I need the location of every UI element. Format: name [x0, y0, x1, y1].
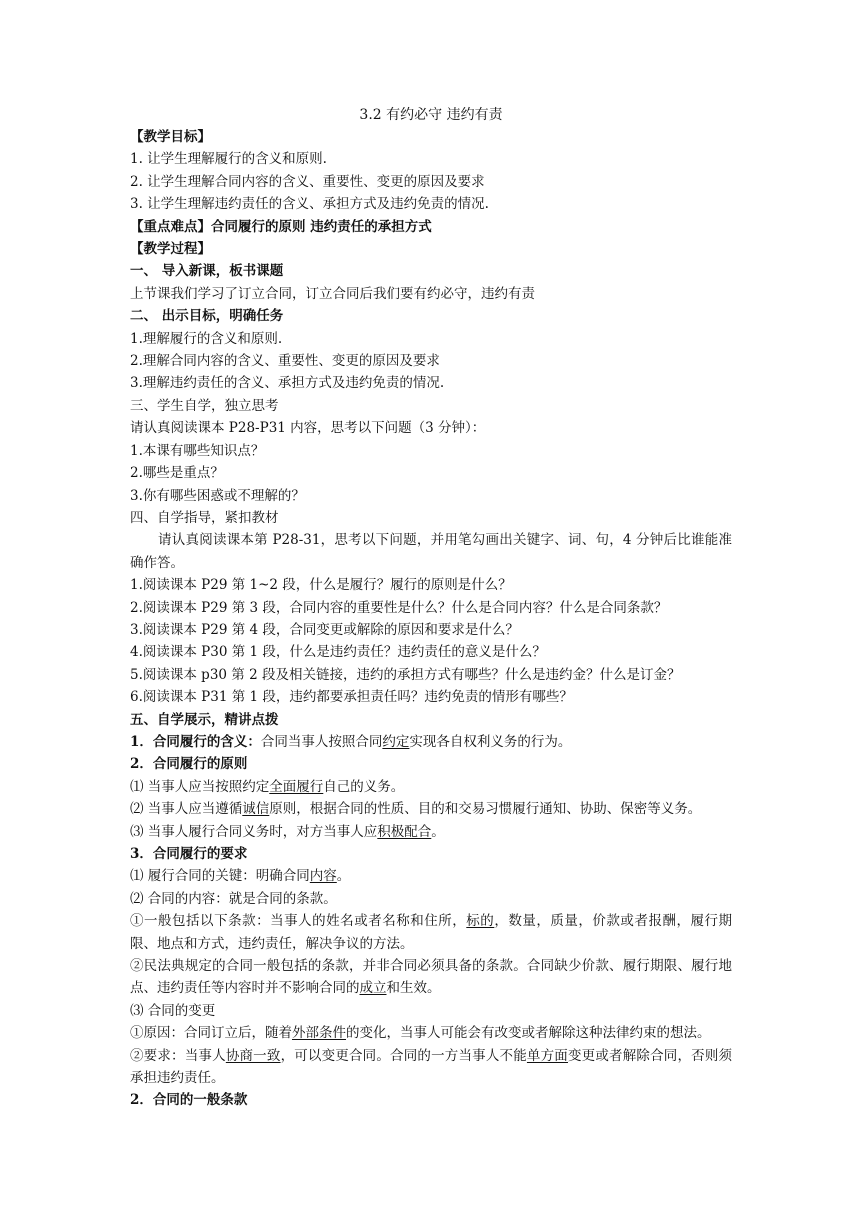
text-segment: 合同当事人按照合同: [260, 733, 383, 750]
text-segment: 四、自学指导，紧扣教材: [130, 509, 279, 526]
text-line: [130, 1022, 732, 1044]
text-line: [130, 955, 732, 1000]
document-page: [130, 104, 732, 1112]
text-line: [130, 350, 732, 372]
text-segment: 1. 让学生理解履行的含义和原则.: [130, 151, 327, 168]
text-segment: ，数量，质量，价款或者报酬，履行期限、地点和方式，违约责任，解决争议的方法。: [130, 913, 733, 952]
text-line: [130, 597, 732, 619]
text-segment: 2.哪些是重点？: [130, 465, 224, 482]
text-segment: 3．合同履行的要求: [130, 846, 248, 862]
text-line: [130, 417, 732, 439]
text-segment: 【重点难点】合同履行的原则 违约责任的承担方式: [130, 218, 432, 235]
text-line: [130, 910, 732, 955]
section-heading: [130, 753, 732, 775]
text-line: [130, 619, 732, 641]
text-line: [130, 1000, 732, 1022]
text-line: [130, 731, 732, 753]
text-segment: ，可以变更合同。合同的一方当事人不能: [280, 1047, 527, 1064]
text-line: [130, 574, 732, 596]
section-heading: [130, 1089, 732, 1111]
underlined-keyword: 单方面: [526, 1047, 568, 1064]
text-segment: 1.本课有哪些知识点？: [130, 442, 265, 459]
text-segment: 1.理解履行的含义和原则.: [130, 330, 283, 347]
text-segment: 1.阅读课本 P29 第 1~2 段，什么是履行？履行的原则是什么？: [130, 577, 512, 594]
text-line: [130, 865, 732, 887]
text-line: [130, 888, 732, 910]
text-segment: ⑶ 合同的变更: [130, 1002, 216, 1019]
text-segment: 2．合同的一般条款: [130, 1092, 248, 1109]
text-segment: 2.理解合同内容的含义、重要性、变更的原因及要求: [130, 353, 440, 370]
underlined-keyword: 积极配合: [377, 823, 432, 840]
text-segment: 2. 让学生理解合同内容的含义、重要性、变更的原因及要求: [130, 173, 485, 190]
section-heading: [130, 843, 732, 865]
text-segment: ⑵ 当事人应当遵循: [130, 801, 243, 818]
text-segment: 上节课我们学习了订立合同，订立合同后我们要有约必守，违约有责: [130, 285, 535, 302]
text-line: [130, 283, 732, 305]
text-line: [130, 462, 732, 484]
underlined-keyword: 外部条件: [292, 1025, 346, 1042]
text-segment: 请认真阅读课本 P28-P31 内容，思考以下问题（3 分钟）：: [130, 420, 486, 437]
text-line: [130, 148, 732, 170]
text-line: [130, 1045, 732, 1090]
text-segment: ⑴ 当事人应当按照约定: [130, 778, 270, 795]
text-line: [130, 686, 732, 708]
text-line: [130, 664, 732, 686]
text-segment: 【教学过程】: [130, 241, 211, 258]
text-line: [130, 507, 732, 529]
section-heading: [130, 238, 732, 260]
text-line: [130, 776, 732, 798]
section-heading: [130, 709, 732, 731]
text-segment: ①一般包括以下条款：当事人的姓名或者名称和住所，: [130, 913, 467, 930]
text-segment: 的变化，当事人可能会有改变或者解除这种法律约束的想法。: [346, 1025, 711, 1042]
text-segment: 五、自学展示，精讲点拨: [130, 711, 279, 728]
underlined-keyword: 协商一致: [225, 1047, 281, 1064]
text-line: [130, 485, 732, 507]
text-segment: 4.阅读课本 P30 第 1 段，什么是违约责任？违约责任的意义是什么？: [130, 644, 546, 661]
text-segment: ⑴ 履行合同的关键：明确合同: [130, 868, 310, 885]
underlined-keyword: 诚信: [242, 801, 270, 818]
text-segment: 变更或者解除合同，否则须承担违约责任。: [130, 1047, 733, 1087]
text-segment: 实现各自权利义务的行为。: [409, 733, 572, 750]
text-segment: 原则，根据合同的性质、目的和交易习惯履行通知、协助、保密等义务。: [269, 801, 702, 818]
text-segment: ②要求：当事人: [130, 1047, 226, 1064]
text-segment: 3.阅读课本 P29 第 4 段，合同变更或解除的原因和要求是什么？: [130, 621, 519, 638]
text-segment: 6.阅读课本 P31 第 1 段，违约都要承担责任吗？违约免责的情形有哪些？: [130, 689, 573, 706]
text-segment: 3.你有哪些困惑或不理解的？: [130, 487, 305, 504]
text-line: [130, 529, 732, 574]
text-segment: 自己的义务。: [323, 778, 405, 795]
text-segment: 和生效。: [386, 980, 441, 997]
underlined-keyword: 约定: [382, 733, 410, 750]
text-segment: 。: [336, 868, 351, 885]
text-segment: 3. 让学生理解违约责任的含义、承担方式及违约免责的情况.: [130, 196, 489, 213]
underlined-keyword: 内容: [309, 868, 337, 885]
text-segment: 【教学目标】: [130, 129, 211, 145]
text-line: [130, 328, 732, 350]
text-line: [130, 193, 732, 215]
text-segment: 2.阅读课本 P29 第 3 段，合同内容的重要性是什么？什么是合同内容？什么是合同条款？: [130, 599, 668, 616]
underlined-keyword: 全面履行: [269, 778, 324, 795]
section-heading: [130, 260, 732, 282]
text-segment: ⑵ 合同的内容：就是合同的条款。: [130, 890, 337, 907]
section-heading: [130, 305, 732, 327]
text-line: [130, 641, 732, 663]
text-segment: 二、 出示目标，明确任务: [130, 308, 284, 325]
section-heading: [130, 126, 732, 148]
document-title: 3.2 有约必守 违约有责: [359, 107, 503, 123]
document-body: [130, 126, 732, 1112]
text-line: [130, 171, 732, 193]
text-segment: ②民法典规定的合同一般包括的条款，并非合同必须具备的条款。合同缺少价款、履行期限、履行地点、违约责任等内容时并不影响合同的: [130, 958, 732, 997]
text-segment: 三、学生自学，独立思考: [130, 397, 279, 414]
text-segment: 一、 导入新课，板书课题: [130, 263, 284, 280]
text-segment: 请认真阅读课本第 P28-31，思考以下问题，并用笔勾画出关键字、词、句，4 分钟后比谁能准确作答。: [130, 532, 732, 571]
text-segment: 3.理解违约责任的含义、承担方式及违约免责的情况.: [130, 375, 445, 392]
text-segment: 5.阅读课本 p30 第 2 段及相关链接，违约的承担方式有哪些？什么是违约金？什么是订金？: [130, 666, 681, 683]
underlined-keyword: 成立: [359, 980, 387, 997]
underlined-keyword: 标的: [466, 913, 495, 930]
text-segment: 2．合同履行的原则: [130, 756, 248, 773]
text-segment: 。: [431, 823, 445, 840]
text-segment: 1．合同履行的含义：: [130, 733, 261, 750]
text-line: [130, 821, 732, 843]
section-heading: [130, 216, 732, 238]
text-line: [130, 395, 732, 417]
text-line: [130, 440, 732, 462]
text-segment: ①原因：合同订立后，随着: [130, 1025, 292, 1042]
text-line: [130, 798, 732, 820]
text-segment: ⑶ 当事人履行合同义务时，对方当事人应: [130, 823, 378, 840]
text-line: [130, 372, 732, 394]
